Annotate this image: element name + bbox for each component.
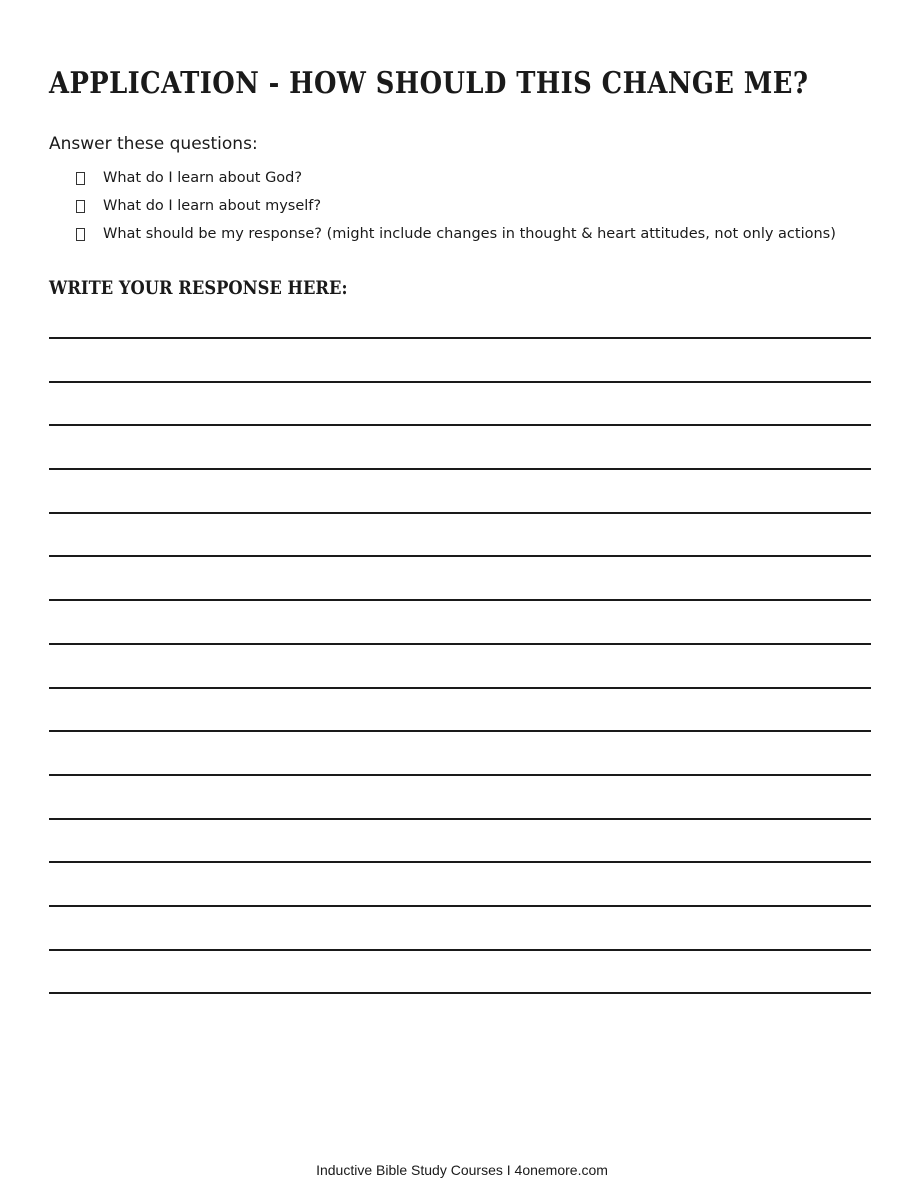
- checkbox-icon[interactable]: [76, 200, 85, 213]
- write-line: [49, 555, 871, 557]
- response-heading: WRITE YOUR RESPONSE HERE:: [49, 277, 348, 299]
- write-line: [49, 730, 871, 732]
- write-line: [49, 861, 871, 863]
- question-text: What do I learn about myself?: [103, 198, 322, 214]
- instructions-text: Answer these questions:: [49, 134, 258, 154]
- question-item-myself: [76, 192, 836, 220]
- write-line: [49, 905, 871, 907]
- write-line: [49, 643, 871, 645]
- write-line: [49, 512, 871, 514]
- question-item-god: [76, 164, 836, 192]
- write-line: [49, 381, 871, 383]
- question-text: What do I learn about God?: [103, 170, 303, 186]
- response-writing-area[interactable]: [49, 337, 871, 1036]
- write-line: [49, 992, 871, 994]
- question-item-response: [76, 220, 836, 248]
- write-line: [49, 468, 871, 470]
- question-list: [76, 164, 836, 248]
- write-line: [49, 424, 871, 426]
- question-text: What should be my response? (might include changes in thought & heart attitudes, not only actions): [103, 226, 836, 242]
- write-line: [49, 599, 871, 601]
- write-line: [49, 774, 871, 776]
- write-line: [49, 337, 871, 339]
- write-line: [49, 687, 871, 689]
- write-line: [49, 818, 871, 820]
- page-title: APPLICATION - HOW SHOULD THIS CHANGE ME?: [49, 66, 809, 101]
- checkbox-icon[interactable]: [76, 228, 85, 241]
- checkbox-icon[interactable]: [76, 172, 85, 185]
- write-line: [49, 949, 871, 951]
- page-footer: Inductive Bible Study Courses I 4onemore.com: [316, 1162, 608, 1178]
